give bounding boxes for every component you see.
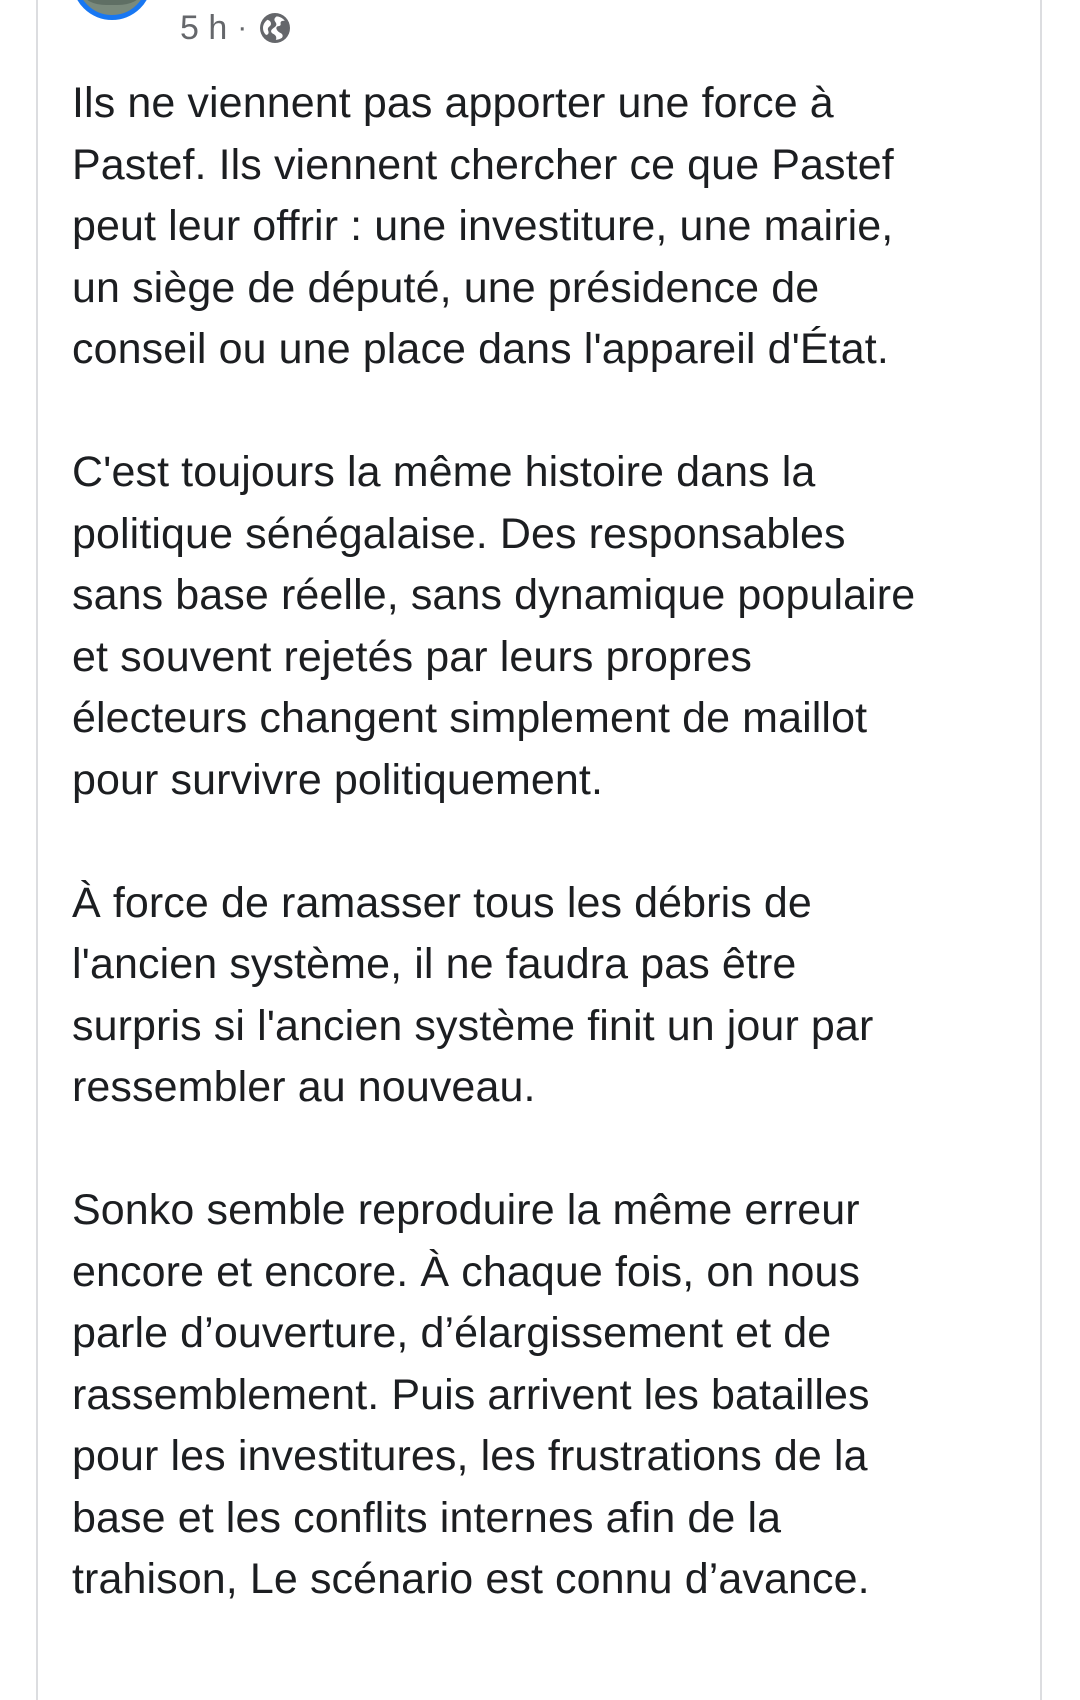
post-paragraph: À force de ramasser tous les débris de l'ancien système, il ne faudra pas être surpris si l'ancien système finit un jour par ressembler au nouveau. [72,878,874,1111]
post-paragraph: Sonko semble reproduire la même erreur encore et encore. À chaque fois, on nous parle d’ouverture, d’élargissement et de rassemblement. Puis arrivent les batailles pour les investitures, les frustrations de la base et les conflits internes afin de la trahison, Le scénario est connu d’avance. [72,1186,870,1603]
post-paragraph: Ils ne viennent pas apporter une force à Pastef. Ils viennent chercher ce que Pastef peut leur offrir : une investiture, une mairie, un siège de député, une présidence de conseil ou une place dans l'appareil d'État. [72,79,894,373]
post-paragraph: C'est toujours la même histoire dans la politique sénégalaise. Des responsables sans base réelle, sans dynamique populaire et souvent rejetés par leurs propres électeurs changent simplement de maillot pour survivre politiquement. [72,448,916,804]
post-meta [180,6,293,50]
avatar-image [83,0,141,5]
globe-icon[interactable] [257,10,293,46]
post-timestamp[interactable]: 5 h [180,8,228,47]
post-text [72,73,1032,1672]
meta-separator: · [237,11,248,44]
